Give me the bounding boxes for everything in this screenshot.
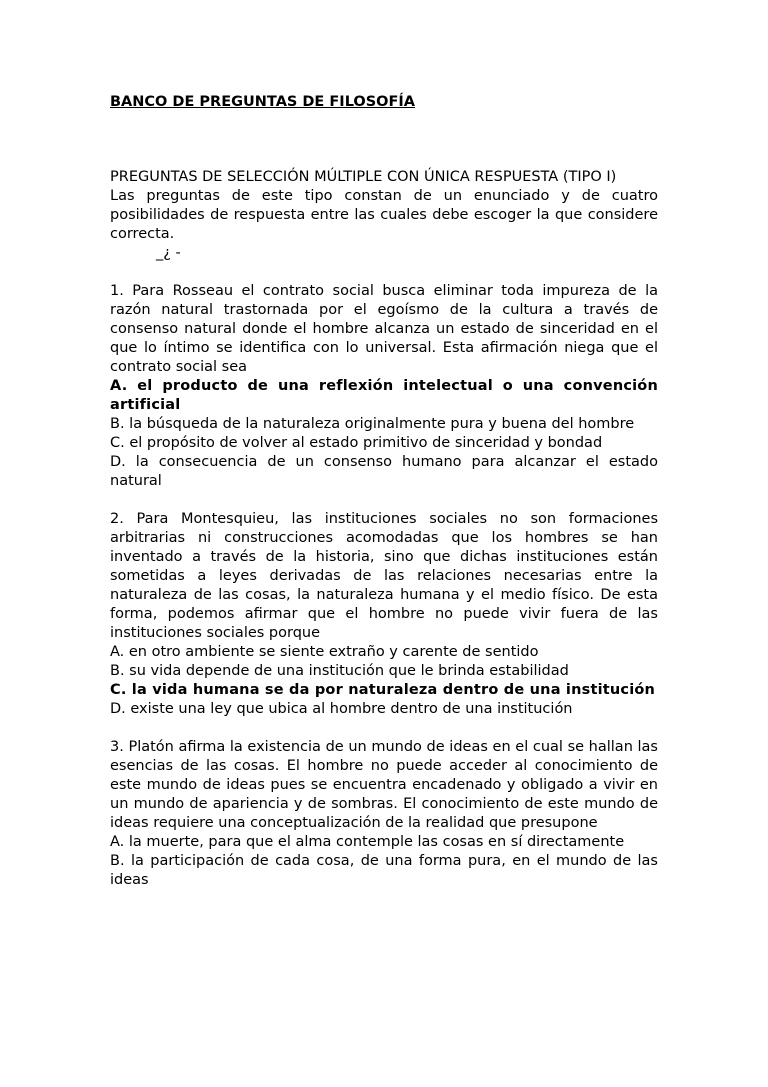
option-d: D. la consecuencia de un consenso humano para alcanzar el estado natural: [110, 454, 658, 489]
option-a: A. en otro ambiente se siente extraño y carente de sentido: [110, 644, 539, 660]
option-d: D. existe una ley que ubica al hombre dentro de una institución: [110, 701, 573, 717]
question-2: [110, 510, 658, 719]
question-stem: 2. Para Montesquieu, las instituciones sociales no son formaciones arbitrarias ni construcciones acomodadas que los hombres se han inventado a través de la historia, sino que dichas instituciones están sometidas a leyes derivadas de las relaciones necesarias entre la naturaleza de las cosas, la naturaleza humana y el medio físico. De esta forma, podemos afirmar que el hombre no puede vivir fuera de las instituciones sociales porque: [110, 511, 658, 641]
option-c: C. la vida humana se da por naturaleza dentro de una institución: [110, 682, 656, 698]
question-1: [110, 282, 658, 491]
document-body: [110, 93, 658, 890]
option-b: B. la participación de cada cosa, de una forma pura, en el mundo de las ideas: [110, 853, 658, 888]
option-c: C. el propósito de volver al estado primitivo de sinceridad y bondad: [110, 435, 603, 451]
document-title: BANCO DE PREGUNTAS DE FILOSOFÍA: [110, 94, 416, 110]
section-heading: PREGUNTAS DE SELECCIÓN MÚLTIPLE CON ÚNICA RESPUESTA (TIPO I): [110, 169, 617, 185]
stray-mark: _¿ -: [156, 245, 181, 261]
question-stem: 1. Para Rosseau el contrato social busca eliminar toda impureza de la razón natural trastornada por el egoísmo de la cultura a través de consenso natural donde el hombre alcanza un estado de sinceridad en el que lo íntimo se identifica con lo universal. Esta afirmación niega que el contrato social sea: [110, 283, 658, 375]
option-a: A. la muerte, para que el alma contemple las cosas en sí directamente: [110, 834, 625, 850]
question-stem: 3. Platón afirma la existencia de un mundo de ideas en el cual se hallan las esencias de las cosas. El hombre no puede acceder al conocimiento de este mundo de ideas pues se encuentra encadenado y obligado a vivir en un mundo de apariencia y de sombras. El conocimiento de este mundo de ideas requiere una conceptualización de la realidad que presupone: [110, 739, 658, 831]
option-b: B. la búsqueda de la naturaleza originalmente pura y buena del hombre: [110, 416, 635, 432]
option-b: B. su vida depende de una institución que le brinda estabilidad: [110, 663, 569, 679]
instructions-paragraph: Las preguntas de este tipo constan de un enunciado y de cuatro posibilidades de respuesta entre las cuales debe escoger la que considere correcta.: [110, 188, 658, 242]
option-a: A. el producto de una reflexión intelectual o una convención artificial: [110, 378, 658, 413]
question-3: [110, 738, 658, 890]
